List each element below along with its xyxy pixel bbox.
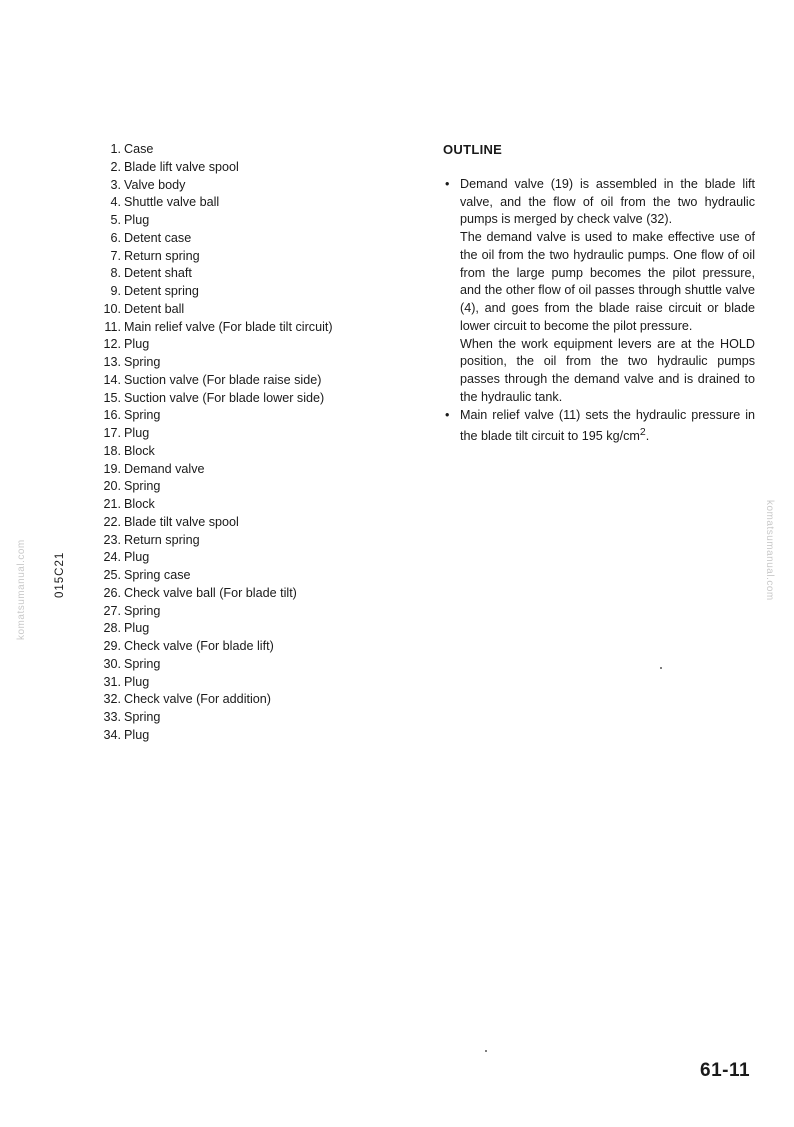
parts-list-item <box>92 603 392 621</box>
part-name: Detent spring <box>124 284 199 298</box>
part-number: 24. <box>103 550 121 565</box>
part-name: Return spring <box>124 532 200 547</box>
part-number: 34. <box>103 727 121 742</box>
main-relief-paragraph <box>460 407 755 447</box>
parts-list-item <box>92 354 392 372</box>
part-number: 20. <box>103 479 121 494</box>
parts-list-item <box>92 478 392 496</box>
parts-list-item <box>92 372 392 390</box>
parts-list-item <box>92 620 392 638</box>
parts-list-item <box>92 194 392 212</box>
part-number: 1. <box>110 142 121 156</box>
part-name: Plug <box>124 621 150 636</box>
hold-position-paragraph: When the work equipment levers are at the HOLD position, the oil from the two hydraulic pumps passes through the demand valve and is drained to the hydraulic tank. <box>460 336 755 404</box>
unit-superscript: 2 <box>639 426 646 439</box>
part-name: Plug <box>124 213 150 227</box>
parts-list-item <box>92 727 392 745</box>
part-number: 12. <box>103 337 121 352</box>
part-number: 30. <box>103 656 121 671</box>
parts-list-item <box>92 656 392 674</box>
part-number: 21. <box>103 497 121 511</box>
part-number: 28. <box>103 621 121 636</box>
part-number: 25. <box>103 568 121 582</box>
part-name: Blade lift valve spool <box>124 159 239 174</box>
outline-bullet-demand-valve <box>443 176 755 407</box>
part-name: Plug <box>124 727 150 742</box>
parts-list-item <box>92 567 392 585</box>
part-name: Block <box>124 497 155 511</box>
part-number: 10. <box>103 301 121 316</box>
part-name: Detent case <box>124 230 192 245</box>
parts-list-item <box>92 230 392 248</box>
part-name: Plug <box>124 550 150 565</box>
parts-list <box>92 141 392 745</box>
parts-list-item <box>92 212 392 230</box>
parts-list-item <box>92 514 392 532</box>
outline-title: OUTLINE <box>443 142 503 157</box>
part-name: Detent shaft <box>124 266 192 281</box>
parts-list-item <box>92 177 392 195</box>
watermark-right: komatsumanual.com <box>764 500 775 601</box>
part-number: 3. <box>110 177 121 192</box>
main-relief-text: Main relief valve (11) sets the hydraulic pressure in the blade tilt circuit to 195 kg/cm <box>460 407 755 444</box>
part-number: 33. <box>103 710 121 724</box>
part-number: 8. <box>110 266 121 281</box>
part-number: 23. <box>103 532 121 547</box>
scan-speck <box>660 667 662 669</box>
parts-list-item <box>92 425 392 443</box>
part-number: 17. <box>103 426 121 440</box>
part-name: Check valve (For addition) <box>124 692 271 707</box>
parts-list-item <box>92 336 392 354</box>
part-number: 18. <box>103 443 121 458</box>
parts-list-item <box>92 319 392 337</box>
part-number: 7. <box>110 248 121 263</box>
watermark-left: komatsumanual.com <box>16 539 27 640</box>
parts-list-item <box>92 461 392 479</box>
part-number: 15. <box>103 390 121 405</box>
part-name: Main relief valve (For blade tilt circuit) <box>124 319 333 334</box>
parts-list-item <box>92 407 392 425</box>
part-name: Return spring <box>124 248 200 263</box>
parts-list-item <box>92 585 392 603</box>
part-name: Spring <box>124 710 161 724</box>
part-name: Suction valve (For blade lower side) <box>124 390 325 405</box>
part-name: Blade tilt valve spool <box>124 514 239 529</box>
part-name: Shuttle valve ball <box>124 195 220 210</box>
bullet-body <box>460 176 755 407</box>
parts-list-item <box>92 141 392 159</box>
parts-list-item <box>92 248 392 266</box>
part-name: Block <box>124 443 155 458</box>
part-number: 9. <box>110 284 121 298</box>
part-number: 32. <box>103 692 121 707</box>
part-name: Spring case <box>124 568 191 582</box>
main-relief-end: . <box>645 429 650 444</box>
bullet-icon: • <box>445 176 450 191</box>
parts-list-item <box>92 691 392 709</box>
parts-list-item <box>92 390 392 408</box>
part-number: 11. <box>104 319 121 334</box>
part-name: Plug <box>124 426 150 440</box>
part-number: 4. <box>110 195 121 210</box>
part-name: Demand valve <box>124 461 205 476</box>
side-figure-code: 015C21 <box>54 551 66 598</box>
parts-list-item <box>92 709 392 727</box>
part-number: 6. <box>110 230 121 245</box>
bullet-body <box>460 407 755 447</box>
parts-list-item <box>92 301 392 319</box>
parts-list-item <box>92 549 392 567</box>
parts-list-item <box>92 283 392 301</box>
part-number: 27. <box>103 603 121 618</box>
page-number: 61-11 <box>700 1060 751 1081</box>
part-name: Case <box>124 142 154 156</box>
part-name: Spring <box>124 656 161 671</box>
part-name: Valve body <box>124 177 186 192</box>
part-number: 16. <box>103 408 121 423</box>
part-number: 13. <box>103 355 121 369</box>
part-name: Plug <box>124 337 150 352</box>
part-number: 5. <box>110 213 121 227</box>
part-number: 22. <box>103 514 121 529</box>
part-name: Check valve (For blade lift) <box>124 639 274 653</box>
part-number: 29. <box>103 639 121 653</box>
outline-bullet-main-relief <box>443 407 755 447</box>
parts-list-item <box>92 532 392 550</box>
parts-list-item <box>92 159 392 177</box>
part-name: Spring <box>124 408 161 423</box>
parts-list-item <box>92 674 392 692</box>
parts-list-item <box>92 496 392 514</box>
part-name: Spring <box>124 479 161 494</box>
part-name: Detent ball <box>124 301 185 316</box>
parts-list-item <box>92 638 392 656</box>
part-name: Spring <box>124 355 161 369</box>
outline-section <box>443 141 755 446</box>
demand-valve-paragraph: Demand valve (19) is assembled in the blade lift valve, and the flow of oil from the two hydraulic pumps is merged by check valve (32). <box>460 176 755 227</box>
part-number: 14. <box>103 372 121 387</box>
part-number: 19. <box>103 461 121 476</box>
part-name: Plug <box>124 674 150 689</box>
part-name: Spring <box>124 603 161 618</box>
demand-valve-usage-paragraph: The demand valve is used to make effective use of the oil from the two hydraulic pumps. One flow of oil from the large pump becomes the pilot pressure, and the other flow of oil passes through shuttle valve (4), and goes from the blade raise circuit or blade lower circuit to become the pilot pressure. <box>460 230 755 333</box>
part-name: Suction valve (For blade raise side) <box>124 372 322 387</box>
part-number: 26. <box>103 585 121 600</box>
part-number: 2. <box>110 159 121 174</box>
bullet-icon: • <box>445 407 450 422</box>
scan-speck <box>485 1050 487 1052</box>
part-number: 31. <box>103 674 121 689</box>
parts-list-item <box>92 265 392 283</box>
parts-list-item <box>92 443 392 461</box>
part-name: Check valve ball (For blade tilt) <box>124 585 297 600</box>
